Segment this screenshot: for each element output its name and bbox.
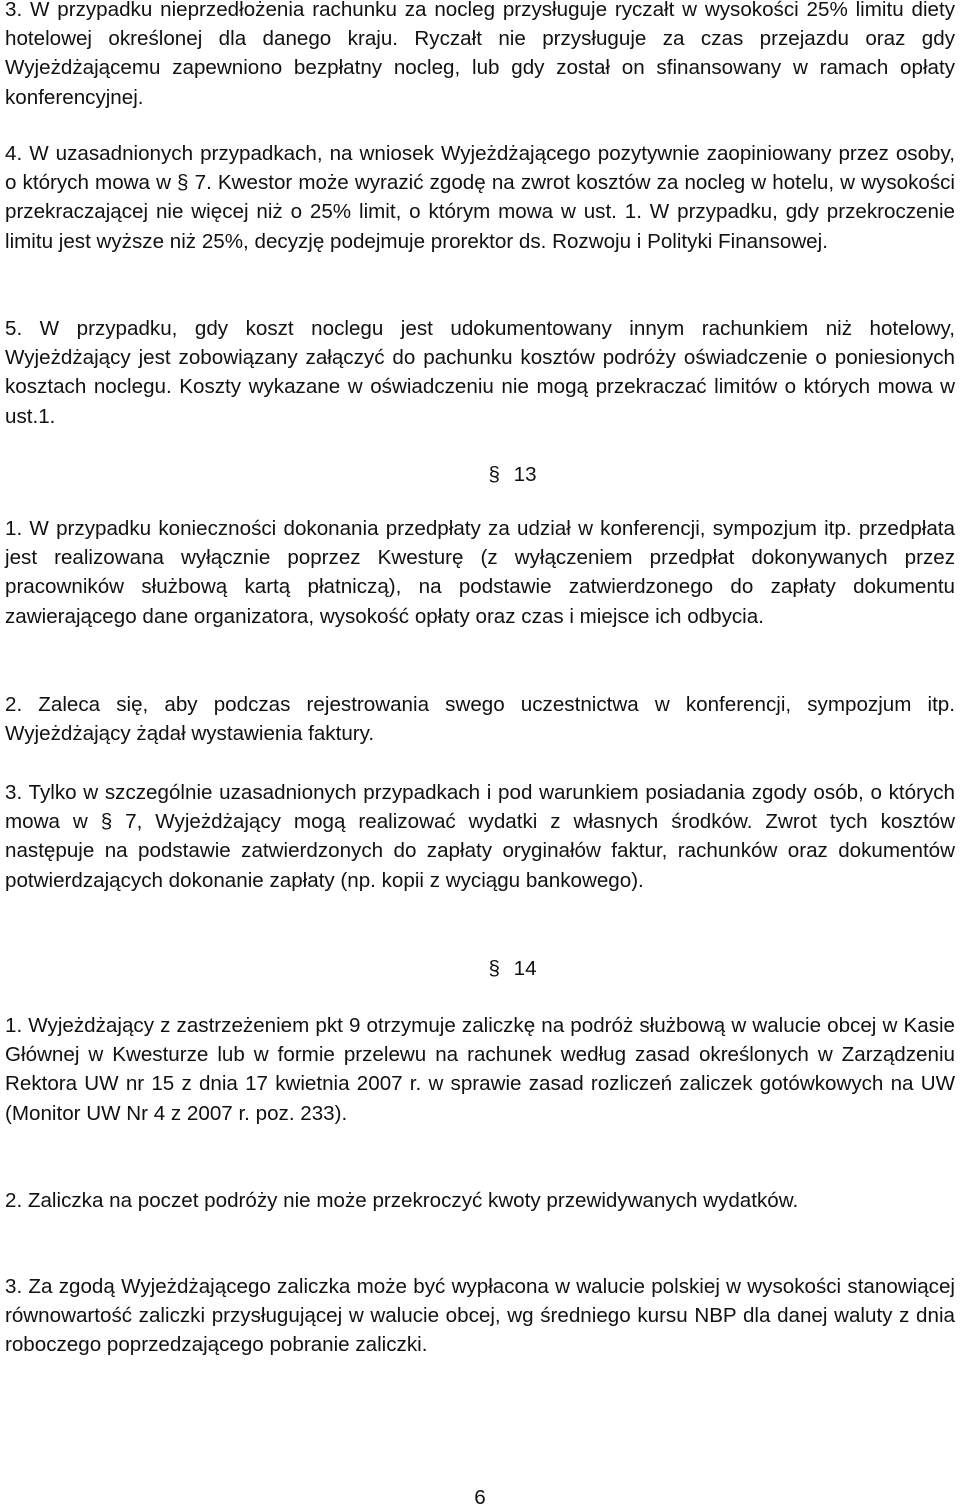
section-13-paragraph-2: 2. Zaleca się, aby podczas rejestrowania swego uczestnictwa w konferencji, sympozjum itp. Wyjeżdżający żądał wystawienia faktury.: [5, 693, 955, 746]
section-number: 13: [513, 463, 537, 486]
page-number: 6: [474, 1486, 486, 1509]
section-symbol: §: [488, 957, 500, 980]
section-13-paragraph-3: 3. Tylko w szczególnie uzasadnionych przypadkach i pod warunkiem posiadania zgody osób, o których mowa w § 7, Wyjeżdżający mogą realizować wydatki z własnych środków. Zwrot tych kosztów następuje na podstawie zatwierdzonych do zapłaty oryginałów faktur, rachunków oraz dokumentów potwierdzających dokonanie zapłaty (np. kopii z wyciągu bankowego).: [5, 781, 955, 892]
section-13-heading: [5, 460, 955, 489]
section-14-paragraph-3: 3. Za zgodą Wyjeżdżającego zaliczka może być wypłacona w walucie polskiej w wysokości stanowiącej równowartość zaliczki przysługującej w walucie obcej, wg średniego kursu NBP dla danej waluty z dnia roboczego poprzedzającego pobranie zaliczki.: [5, 1275, 955, 1357]
section-14-heading: [5, 954, 955, 983]
paragraph-3-hotel-allowance: 3. W przypadku nieprzedłożenia rachunku za nocleg przysługuje ryczałt w wysokości 25% limitu diety hotelowej określonej dla danego kraju. Ryczałt nie przysługuje za czas przejazdu oraz gdy Wyjeżdżającemu zapewniono bezpłatny nocleg, lub gdy został on sfinansowany w ramach opłaty konferencyjnej.: [5, 0, 955, 109]
paragraph-5-other-receipt: 5. W przypadku, gdy koszt noclegu jest udokumentowany innym rachunkiem niż hotelowy, Wyjeżdżający jest zobowiązany załączyć do pachunku kosztów podróży oświadczenie o poniesionych kosztach noclegu. Koszty wykazane w oświadczeniu nie mogą przekraczać limitów o których mowa w ust.1.: [5, 317, 955, 428]
section-symbol: §: [488, 463, 500, 486]
paragraph-4-hotel-excess: 4. W uzasadnionych przypadkach, na wniosek Wyjeżdżającego pozytywnie zaopiniowany przez osoby, o których mowa w § 7. Kwestor może wyrazić zgodę na zwrot kosztów za nocleg w hotelu, w wysokości przekraczającej nie więcej niż o 25% limit, o którym mowa w ust. 1. W przypadku, gdy przekroczenie limitu jest wyższe niż 25%, decyzję podejmuje prorektor ds. Rozwoju i Polityki Finansowej.: [5, 142, 955, 253]
section-13-paragraph-1: 1. W przypadku konieczności dokonania przedpłaty za udział w konferencji, sympozjum itp. przedpłata jest realizowana wyłącznie poprzez Kwesturę (z wyłączeniem przedpłat dokonywanych przez pracowników służbową kartą płatniczą), na podstawie zatwierdzonego do zapłaty dokumentu zawierającego dane organizatora, wysokość opłaty oraz czas i miejsce ich odbycia.: [5, 517, 955, 628]
section-14-paragraph-1: 1. Wyjeżdżający z zastrzeżeniem pkt 9 otrzymuje zaliczkę na podróż służbową w walucie obcej w Kasie Głównej w Kwesturze lub w formie przelewu na rachunek według zasad określonych w Zarządzeniu Rektora UW nr 15 z dnia 17 kwietnia 2007 r. w sprawie zasad rozliczeń zaliczek gotówkowych na UW (Monitor UW Nr 4 z 2007 r. poz. 233).: [5, 1014, 955, 1125]
section-14-paragraph-2: 2. Zaliczka na poczet podróży nie może przekroczyć kwoty przewidywanych wydatków.: [5, 1189, 799, 1212]
section-number: 14: [513, 957, 537, 980]
